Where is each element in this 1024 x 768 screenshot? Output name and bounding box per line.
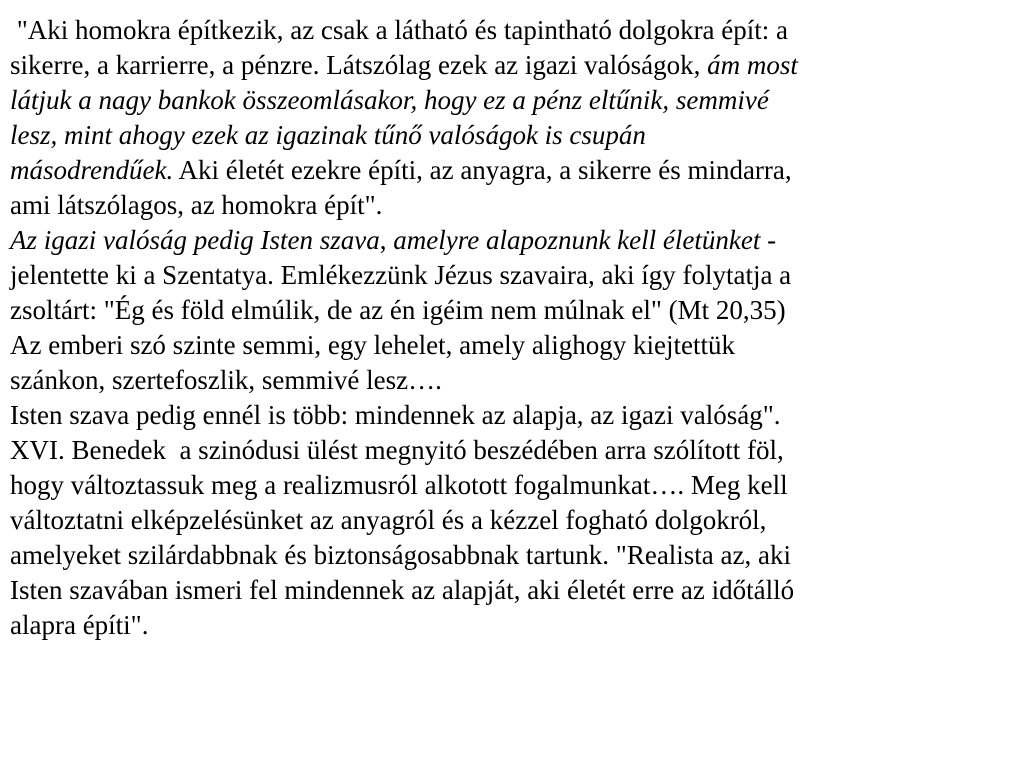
text-line <box>10 538 1014 573</box>
text-line <box>10 573 1014 608</box>
text-line <box>10 83 1014 118</box>
italic-text-segment: másodrendűek. <box>10 155 174 185</box>
italic-text-segment: amelyre alapoznunk kell életünket <box>393 225 761 255</box>
text-line <box>10 398 1014 433</box>
italic-text-segment: látjuk a nagy bankok összeomlásakor, hogy ez a pénz eltűnik, semmivé <box>10 85 769 115</box>
text-segment: változtatni elképzelésünket az anyagról és a kézzel fogható dolgokról, <box>10 505 767 535</box>
text-segment: "Aki homokra építkezik, az csak a látható és tapintható dolgokra épít: a <box>10 15 789 45</box>
text-segment: hogy változtassuk meg a realizmusról alkotott fogalmunkat…. Meg kell <box>10 470 788 500</box>
italic-text-segment: Az igazi valóság pedig Isten szava <box>10 225 380 255</box>
text-line <box>10 363 1014 398</box>
text-segment: Aki életét ezekre építi, az anyagra, a sikerre és mindarra, <box>173 155 792 185</box>
text-segment: - <box>760 225 777 255</box>
text-segment: jelentette ki a Szentatya. Emlékezzünk Jézus szavaira, aki így folytatja a <box>10 260 792 290</box>
text-line <box>10 328 1014 363</box>
text-segment: szánkon, szertefoszlik, semmivé lesz…. <box>10 365 442 395</box>
italic-text-segment: ám most <box>707 50 798 80</box>
text-segment: zsoltárt: "Ég és föld elmúlik, de az én igéim nem múlnak el" (Mt 20,35) <box>10 295 786 325</box>
text-line <box>10 503 1014 538</box>
text-segment: sikerre, a karrierre, a pénzre. Látszólag ezek az igazi valóságok, <box>10 50 708 80</box>
text-line <box>10 48 1014 83</box>
text-line <box>10 608 1014 643</box>
text-segment: Az emberi szó szinte semmi, egy lehelet, amely alighogy kiejtettük <box>10 330 736 360</box>
text-line <box>10 188 1014 223</box>
text-segment: Isten szavában ismeri fel mindennek az alapját, aki életét erre az időtálló <box>10 575 795 605</box>
text-line <box>10 118 1014 153</box>
text-line <box>10 13 1014 48</box>
text-segment: alapra építi". <box>10 610 149 640</box>
text-segment: Isten szava pedig ennél is több: mindennek az alapja, az igazi valóság". <box>10 400 781 430</box>
text-segment: amelyeket szilárdabbnak és biztonságosabbnak tartunk. "Realista az, aki <box>10 540 791 570</box>
document-body <box>10 13 1014 643</box>
text-segment: , <box>379 225 394 255</box>
text-line <box>10 468 1014 503</box>
text-line <box>10 433 1014 468</box>
italic-text-segment: lesz, mint ahogy ezek az igazinak tűnő valóságok is csupán <box>10 120 646 150</box>
text-line <box>10 223 1014 258</box>
text-segment: XVI. Benedek a szinódusi ülést megnyitó beszédében arra szólított föl, <box>10 435 784 465</box>
text-line <box>10 293 1014 328</box>
text-segment: ami látszólagos, az homokra épít". <box>10 190 383 220</box>
text-line <box>10 153 1014 188</box>
text-line <box>10 258 1014 293</box>
